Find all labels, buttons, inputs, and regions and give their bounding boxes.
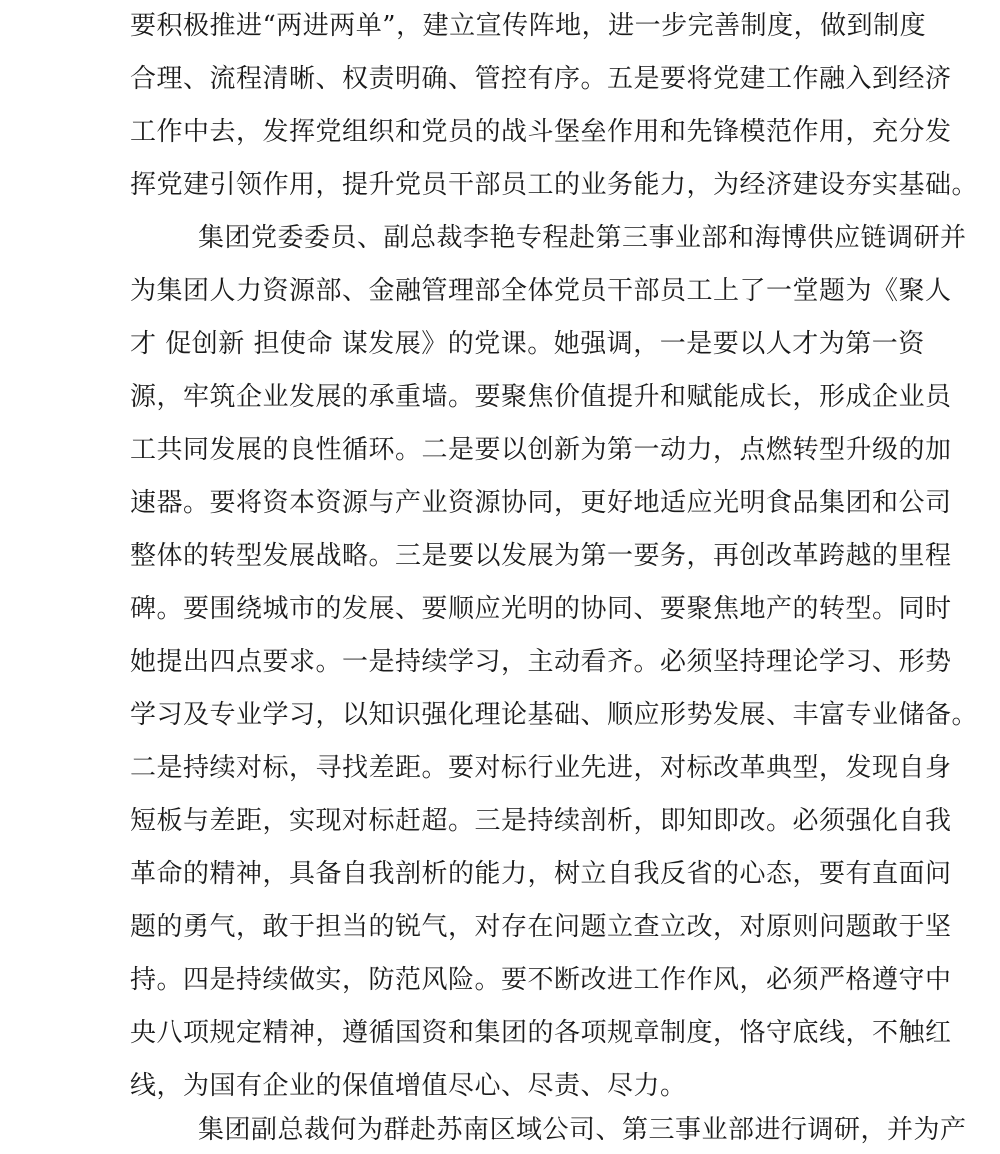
text-line-4: 挥党建引领作用，提升党员干部员工的业务能力，为经济建设夯实基础。 [130,170,979,200]
text-line-19: 持。四是持续做实，防范风险。要不断改进工作作风，必须严格遵守中 [130,965,952,995]
text-line-11: 整体的转型发展战略。三是要以发展为第一要务，再创改革跨越的里程 [130,541,952,571]
text-line-9: 工共同发展的良性循环。二是要以创新为第一动力，点燃转型升级的加 [130,435,952,465]
text-line-15: 二是持续对标，寻找差距。要对标行业先进，对标改革典型，发现自身 [130,753,952,783]
text-line-22: 集团副总裁何为群赴苏南区域公司、第三事业部进行调研，并为产 [198,1115,967,1145]
text-line-8: 源，牢筑企业发展的承重墙。要聚焦价值提升和赋能成长，形成企业员 [130,382,952,412]
text-line-5: 集团党委委员、副总裁李艳专程赴第三事业部和海博供应链调研并 [198,223,967,253]
text-line-3: 工作中去，发挥党组织和党员的战斗堡垒作用和先锋模范作用，充分发 [130,117,952,147]
text-line-2: 合理、流程清晰、权责明确、管控有序。五是要将党建工作融入到经济 [130,64,952,94]
text-line-10: 速器。要将资本资源与产业资源协同，更好地适应光明食品集团和公司 [130,488,952,518]
text-line-17: 革命的精神，具备自我剖析的能力，树立自我反省的心态，要有直面问 [130,859,952,889]
text-line-1: 要积极推进“两进两单”，建立宣传阵地，进一步完善制度，做到制度 [130,11,927,41]
text-line-16: 短板与差距，实现对标赶超。三是持续剖析，即知即改。必须强化自我 [130,806,952,836]
text-line-12: 碑。要围绕城市的发展、要顺应光明的协同、要聚焦地产的转型。同时 [130,594,952,624]
text-line-14: 学习及专业学习，以知识强化理论基础、顺应形势发展、丰富专业储备。 [130,700,979,730]
text-line-18: 题的勇气，敢于担当的锐气，对存在问题立查立改，对原则问题敢于坚 [130,912,952,942]
text-line-6: 为集团人力资源部、金融管理部全体党员干部员工上了一堂题为《聚人 [130,276,952,306]
text-line-21: 线，为国有企业的保值增值尽心、尽责、尽力。 [130,1071,687,1101]
text-line-13: 她提出四点要求。一是持续学习，主动看齐。必须坚持理论学习、形势 [130,647,952,677]
text-line-7: 才 促创新 担使命 谋发展》的党课。她强调，一是要以人才为第一资 [130,329,925,359]
text-line-20: 央八项规定精神，遵循国资和集团的各项规章制度，恪守底线，不触红 [130,1018,952,1048]
